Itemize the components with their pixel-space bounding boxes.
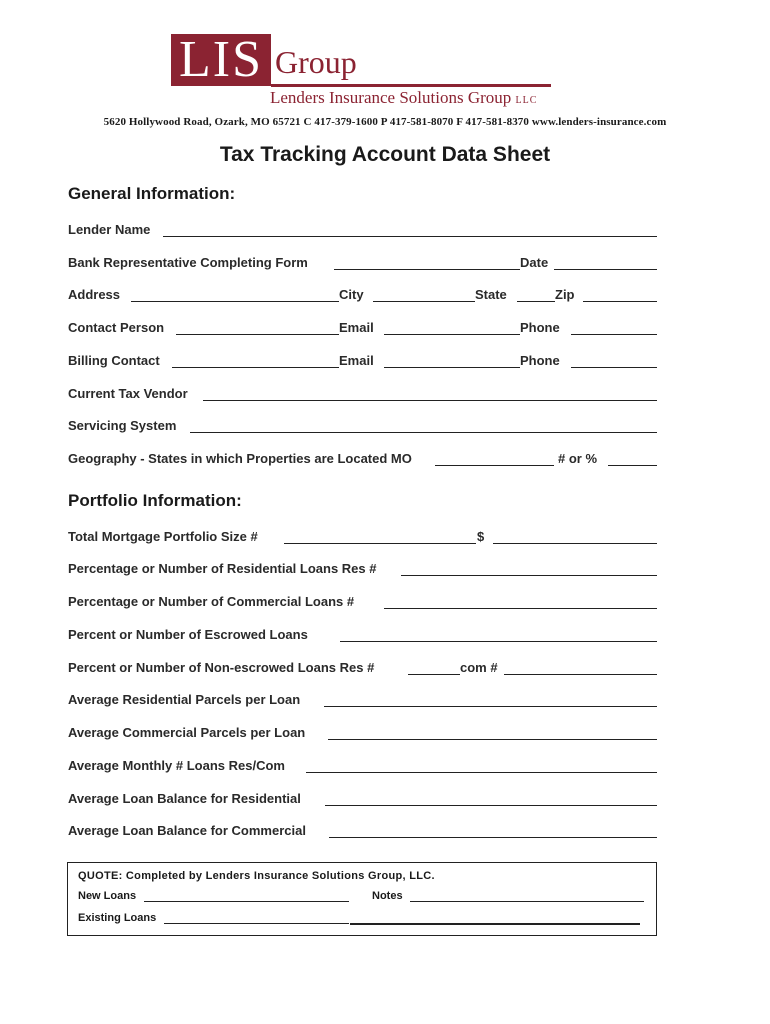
address-row: [68, 287, 657, 305]
tax-vendor-row: [68, 386, 657, 404]
logo-company: Lenders Insurance Solutions Group: [270, 88, 512, 107]
billing-email-field[interactable]: [384, 367, 520, 368]
date-field[interactable]: [554, 269, 657, 270]
avg-com-parcels-row: [68, 725, 657, 743]
avg-balance-res-row: [68, 791, 657, 809]
bank-rep-field[interactable]: [334, 269, 520, 270]
commercial-loans-row: [68, 594, 657, 612]
servicing-system-field[interactable]: [190, 432, 657, 433]
contact-email-field[interactable]: [384, 334, 520, 335]
contact-phone-label: Phone: [520, 320, 560, 335]
non-escrowed-label: Percent or Number of Non-escrowed Loans Res #: [68, 660, 375, 675]
contact-person-label: Contact Person: [68, 320, 165, 335]
address-label: Address: [68, 287, 121, 302]
contact-person-field[interactable]: [176, 334, 339, 335]
portfolio-heading: Portfolio Information:: [68, 491, 242, 510]
zip-field[interactable]: [583, 301, 657, 302]
avg-monthly-row: [68, 758, 657, 776]
avg-com-parcels-label: Average Commercial Parcels per Loan: [68, 725, 306, 740]
total-mortgage-label: Total Mortgage Portfolio Size #: [68, 529, 258, 544]
avg-balance-com-label: Average Loan Balance for Commercial: [68, 823, 306, 838]
billing-contact-field[interactable]: [172, 367, 339, 368]
city-label: City: [339, 287, 364, 302]
billing-email-label: Email: [339, 353, 374, 368]
servicing-system-row: [68, 418, 657, 436]
quote-box: [67, 862, 657, 936]
commercial-loans-label: Percentage or Number of Commercial Loans #: [68, 594, 355, 609]
notes-field[interactable]: [410, 901, 644, 902]
residential-loans-label: Percentage or Number of Residential Loans Res #: [68, 561, 377, 576]
contact-person-row: [68, 320, 657, 338]
state-label: State: [475, 287, 507, 302]
avg-balance-res-label: Average Loan Balance for Residential: [68, 791, 301, 806]
existing-loans-label: Existing Loans: [78, 912, 157, 924]
lender-name-row: [68, 222, 657, 240]
avg-com-parcels-field[interactable]: [328, 739, 657, 740]
geography-row: [68, 451, 657, 469]
avg-monthly-field[interactable]: [306, 772, 657, 773]
com-label: com #: [460, 660, 498, 675]
company-logo: [167, 24, 559, 114]
city-field[interactable]: [373, 301, 475, 302]
non-escrowed-res-field[interactable]: [408, 674, 460, 675]
bank-rep-label: Bank Representative Completing Form: [68, 255, 308, 270]
residential-loans-row: [68, 561, 657, 579]
date-label: Date: [520, 255, 549, 270]
avg-res-parcels-field[interactable]: [324, 706, 657, 707]
billing-contact-label: Billing Contact: [68, 353, 160, 368]
logo-rule: [271, 84, 551, 87]
state-field[interactable]: [517, 301, 555, 302]
company-address: 5620 Hollywood Road, Ozark, MO 65721 C 417-379-1600 P 417-581-8070 F 417-581-8370 www.lenders-insurance.com: [103, 116, 667, 128]
dollar-label: $: [477, 529, 485, 544]
contact-email-label: Email: [339, 320, 374, 335]
billing-phone-field[interactable]: [571, 367, 657, 368]
new-loans-field[interactable]: [144, 901, 349, 902]
notes-continuation-line[interactable]: [350, 923, 640, 925]
servicing-system-label: Servicing System: [68, 418, 177, 433]
geography-label: Geography - States in which Properties are Located MO: [68, 451, 412, 466]
non-escrowed-row: [68, 660, 657, 678]
avg-balance-res-field[interactable]: [325, 805, 657, 806]
residential-loans-field[interactable]: [401, 575, 657, 576]
total-mortgage-dollar-field[interactable]: [493, 543, 657, 544]
total-mortgage-row: [68, 529, 657, 547]
avg-balance-com-field[interactable]: [329, 837, 657, 838]
logo-company-name: [270, 88, 537, 108]
contact-phone-field[interactable]: [571, 334, 657, 335]
non-escrowed-com-field[interactable]: [504, 674, 657, 675]
avg-res-parcels-label: Average Residential Parcels per Loan: [68, 692, 301, 707]
notes-label: Notes: [372, 890, 403, 902]
address-field[interactable]: [131, 301, 339, 302]
general-heading: General Information:: [68, 184, 236, 203]
zip-label: Zip: [555, 287, 575, 302]
logo-group-word: Group: [275, 44, 357, 80]
billing-phone-label: Phone: [520, 353, 560, 368]
billing-contact-row: [68, 353, 657, 371]
bank-rep-row: [68, 255, 657, 273]
escrowed-loans-label: Percent or Number of Escrowed Loans: [68, 627, 308, 642]
lender-name-label: Lender Name: [68, 222, 151, 237]
logo-mark: LIS: [171, 34, 271, 86]
escrowed-loans-row: [68, 627, 657, 645]
avg-monthly-label: Average Monthly # Loans Res/Com: [68, 758, 285, 773]
logo-llc: LLC: [515, 95, 538, 106]
commercial-loans-field[interactable]: [384, 608, 657, 609]
avg-balance-com-row: [68, 823, 657, 841]
quote-title: QUOTE: Completed by Lenders Insurance Solutions Group, LLC.: [78, 870, 435, 882]
tax-vendor-field[interactable]: [203, 400, 657, 401]
new-loans-label: New Loans: [78, 890, 137, 902]
escrowed-loans-field[interactable]: [340, 641, 657, 642]
page-title: Tax Tracking Account Data Sheet: [219, 143, 551, 166]
geography-field[interactable]: [435, 465, 554, 466]
total-mortgage-field[interactable]: [284, 543, 476, 544]
existing-loans-field[interactable]: [164, 923, 349, 924]
geography-percent-field[interactable]: [608, 465, 657, 466]
avg-res-parcels-row: [68, 692, 657, 710]
number-or-percent-label: # or %: [558, 451, 598, 466]
lender-name-field[interactable]: [163, 236, 657, 237]
tax-vendor-label: Current Tax Vendor: [68, 386, 188, 401]
